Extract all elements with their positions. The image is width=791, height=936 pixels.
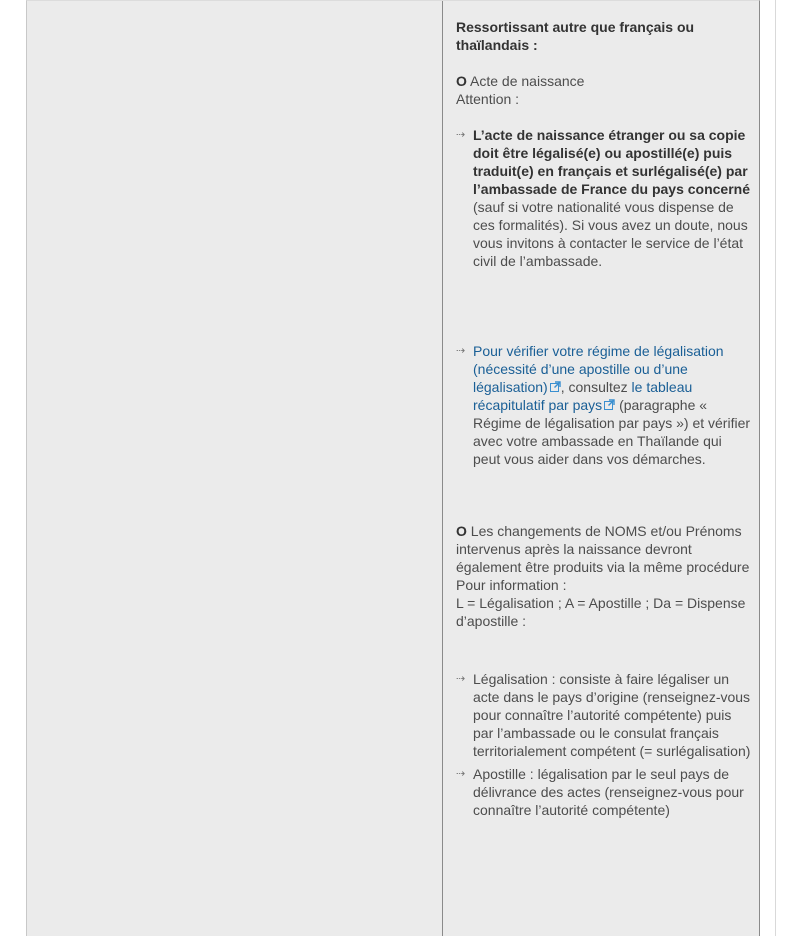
- arrow-right-icon: ⇢: [456, 129, 466, 141]
- legalization-regime-link[interactable]: Pour vérifier votre régime de légalisation (nécessité d’une apostille ou d’une légalisation): [473, 343, 724, 395]
- bullet2-text2: (paragraphe « Régime de légalisation par pays ») et vérifier avec votre ambassade en Thaïlande qui peut vous aider dans vos démarches.: [473, 397, 751, 467]
- arrow-right-icon: ⇢: [456, 673, 466, 685]
- arrow-right-icon: ⇢: [456, 345, 466, 357]
- country-summary-table-link[interactable]: le tableau récapitulatif par pays: [473, 379, 693, 413]
- name-changes-paragraph: [456, 522, 752, 576]
- birth-act-line: [456, 72, 752, 90]
- abbreviation-legend: L = Légalisation ; A = Apostille ; Da = Dispense d’apostille :: [456, 595, 746, 629]
- external-link-icon: [604, 399, 615, 410]
- birth-act-label: Acte de naissance: [470, 73, 585, 89]
- bullet2-text1: , consultez: [560, 379, 632, 395]
- external-link-icon: [550, 381, 561, 392]
- content-table: [26, 0, 760, 936]
- circle-marker: O: [456, 523, 467, 539]
- attention-label: Attention :: [456, 91, 520, 107]
- bullet-legalization-check: [456, 342, 752, 468]
- section-heading: Ressortissant autre que français ou thaïlandais :: [456, 19, 695, 53]
- bullet1-bold-text: L’acte de naissance étranger ou sa copie doit être légalisé(e) ou apostillé(e) puis traduit(e) en français et surlégalisé(e) par l’ambassade de France du pays concerné: [473, 127, 751, 197]
- arrow-right-icon: ⇢: [456, 768, 466, 780]
- cell-content: [456, 18, 752, 819]
- right-table-cell: [443, 1, 759, 936]
- name-changes-text: Les changements de NOMS et/ou Prénoms intervenus après la naissance devront également être produits via la même procédure: [456, 523, 750, 575]
- left-table-cell: [27, 1, 443, 936]
- bullet4-text: Apostille : légalisation par le seul pays de délivrance des actes (renseignez-vous pour connaître l’autorité compétente): [473, 766, 744, 818]
- page-edge-divider: [775, 0, 776, 936]
- bullet-legalization-requirement: [456, 126, 752, 270]
- bullet1-text: (sauf si votre nationalité vous dispense de ces formalités). Si vous avez un doute, nous vous invitons à contacter le service de l’état civil de l’ambassade.: [473, 199, 748, 269]
- bullet3-text: Légalisation : consiste à faire légaliser un acte dans le pays d’origine (renseignez-vous pour connaître l’autorité compétente) puis par l’ambassade ou le consulat français territorialement compétent (= surlégalisation): [473, 671, 751, 759]
- bullet-legalization-definition: [456, 670, 752, 760]
- info-label: Pour information :: [456, 577, 567, 593]
- circle-marker: O: [456, 73, 467, 89]
- bullet-apostille-definition: [456, 765, 752, 819]
